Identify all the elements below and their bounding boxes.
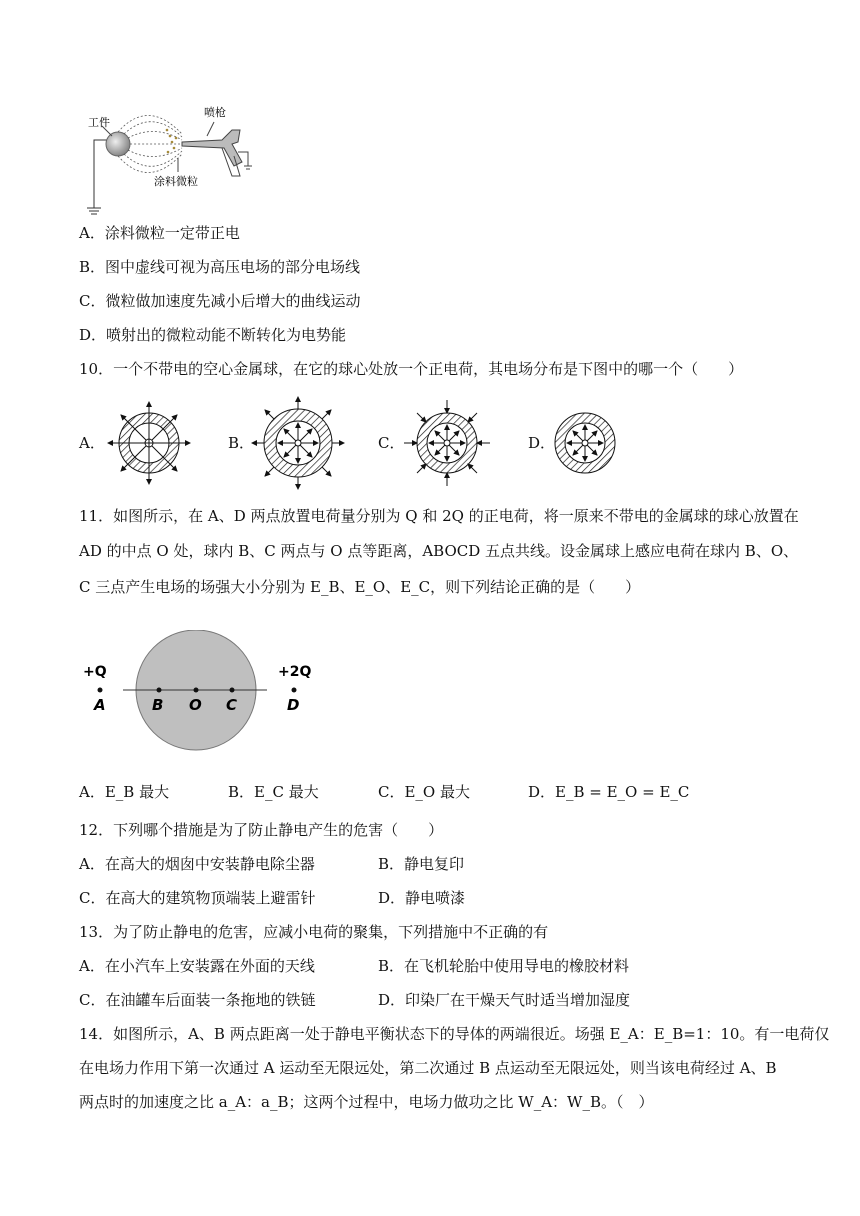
point-c-label: C [226,696,238,714]
point-b-label: B [152,696,164,714]
particle-label: 涂料微粒 [154,175,198,188]
q11-option-c: C．E_O 最大 [378,783,470,801]
q11-option-a: A．E_B 最大 [79,783,170,801]
q9-option-c: C．微粒做加速度先减小后增大的曲线运动 [79,292,361,310]
q12-option-c: C．在高大的建筑物顶端装上避雷针 [79,889,316,907]
q10-option-d-label: D． [528,434,556,452]
q9-option-a: A．涂料微粒一定带正电 [79,224,240,242]
q12-stem: 12．下列哪个措施是为了防止静电产生的危害（ ） [79,821,444,839]
q11-option-d: D．E_B = E_O = E_C [528,783,690,801]
q13-option-a: A．在小汽车上安装露在外面的天线 [79,957,315,975]
q13-option-d: D．印染厂在干燥天气时适当增加湿度 [378,991,631,1009]
q10-option-c-label: C． [378,434,405,452]
q10-option-a-label: A． [79,434,105,452]
q13-stem: 13．为了防止静电的危害，应减小电荷的聚集，下列措施中不正确的有 [79,923,549,941]
gun-label: 喷枪 [204,106,226,119]
q10-figure-a [108,402,190,484]
q10-figure-b [252,397,344,489]
point-o-label: O [189,696,202,714]
point-a-label: A [94,696,106,714]
q12-option-b: B．静电复印 [378,855,465,873]
q10-figure-d [555,413,615,473]
q10-option-b-label: B． [228,434,255,452]
workpiece-label: 工件 [88,116,110,129]
charge-a-label: +Q [83,664,107,680]
q9-option-d: D．喷射出的微粒动能不断转化为电势能 [79,326,347,344]
q14-line2: 在电场力作用下第一次通过 A 运动至无限远处，第二次通过 B 点运动至无限远处，则当该电荷经过 A、B [79,1059,777,1077]
q14-line3: 两点时的加速度之比 a_A：a_B；这两个过程中，电场力做功之比 W_A：W_B。（ ） [79,1093,654,1111]
q11-figure [75,630,335,755]
point-d-label: D [287,696,300,714]
q12-option-d: D．静电喷漆 [378,889,466,907]
q10-figure-c [404,400,490,486]
q11-stem-line1: 11．如图所示，在 A、D 两点放置电荷量分别为 Q 和 2Q 的正电荷，将一原来不带电的金属球的球心放置在 [79,507,799,525]
q10-stem: 10．一个不带电的空心金属球，在它的球心处放一个正电荷，其电场分布是下图中的哪一个（ ） [79,360,744,378]
q11-stem-line2: AD 的中点 O 处，球内 B、C 两点与 O 点等距离，ABOCD 五点共线。设金属球上感应电荷在球内 B、O、 [79,542,799,560]
charge-d-label: +2Q [278,664,312,680]
q14-line1: 14．如图所示，A、B 两点距离一处于静电平衡状态下的导体的两端很近。场强 E_A：E_B=1：10。有一电荷仅 [79,1025,830,1043]
q11-stem-line3: C 三点产生电场的场强大小分别为 E_B、E_O、E_C，则下列结论正确的是（ ） [79,578,641,596]
q13-option-b: B．在飞机轮胎中使用导电的橡胶材料 [378,957,630,975]
q13-option-c: C．在油罐车后面装一条拖地的铁链 [79,991,316,1009]
q9-option-b: B．图中虚线可视为高压电场的部分电场线 [79,258,361,276]
q11-option-b: B．E_C 最大 [228,783,319,801]
q12-option-a: A．在高大的烟囱中安装静电除尘器 [79,855,315,873]
